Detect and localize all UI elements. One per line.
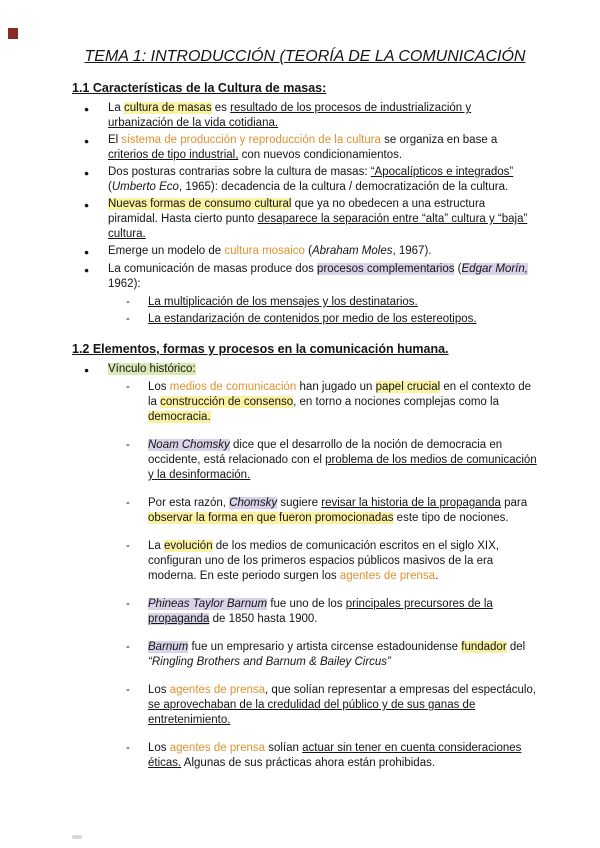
text-run: Vínculo histórico:: [108, 363, 196, 375]
section-heading: 1.1 Características de la Cultura de masas:: [72, 81, 327, 95]
list-item: [84, 133, 538, 163]
text-run: democracia.: [148, 411, 211, 423]
list-item: [84, 101, 538, 131]
list-item: [126, 438, 538, 483]
text-run: Edgar Morín,: [461, 263, 528, 275]
text-run: Los: [148, 684, 170, 696]
text-run: con nuevos condicionamientos.: [238, 149, 403, 161]
list-item: [126, 683, 538, 728]
dash-icon: -: [126, 296, 130, 308]
text-run: para: [500, 497, 528, 509]
text-run: Phineas Taylor Barnum: [148, 598, 268, 610]
text-run: dice que el desarrollo de la noción de democracia en occidente, está relacionado con el: [148, 439, 503, 466]
text-run: Nuevas formas de consumo cultural: [108, 198, 292, 210]
list-item-text: [108, 165, 538, 195]
list-item-text: [108, 244, 538, 259]
text-run: Dos posturas contrarias sobre la cultura de masas:: [108, 166, 371, 178]
text-run: , 1967).: [392, 245, 432, 257]
text-run: Chomsky: [229, 497, 278, 509]
dash-icon: -: [126, 684, 130, 696]
text-run: cultura mosaico: [224, 245, 305, 257]
text-run: se organiza en base a: [380, 134, 498, 146]
text-run: han jugado un: [296, 381, 376, 393]
text-run: Noam Chomsky: [148, 439, 230, 451]
dash-icon: -: [126, 439, 130, 451]
list-item: [84, 262, 538, 327]
list-item-text: [108, 262, 538, 327]
text-run: sugiere: [277, 497, 322, 509]
text-run: , en torno a nociones complejas como la: [293, 396, 499, 408]
text-run: Abraham Moles: [311, 245, 393, 257]
text-run: La comunicación de masas produce dos: [108, 263, 318, 275]
list-item: [84, 165, 538, 195]
text-run: observar la forma en que fueron promocionadas: [148, 512, 394, 524]
dash-icon: -: [126, 540, 130, 552]
smudge-mark: [72, 835, 82, 839]
text-run: revisar la historia de la propaganda: [321, 497, 501, 509]
text-run: actuar sin tener en cuenta consideraciones éticas.: [148, 742, 522, 769]
text-run: se aprovechaban de la credulidad del público y de sus ganas de entretenimiento.: [148, 699, 476, 726]
text-run: construcción de consenso: [160, 396, 294, 408]
text-run: sistema de producción y reproducción de la cultura: [121, 134, 381, 146]
text-run: agentes de prensa: [339, 570, 436, 582]
text-run: (: [454, 263, 462, 275]
section: [72, 80, 538, 327]
sub-list: [126, 380, 538, 771]
list-item-text: [108, 133, 538, 163]
bullet-list: [72, 362, 538, 771]
list-item-text: [148, 438, 538, 483]
list-item-text: [148, 741, 538, 771]
bullet-icon: ●: [84, 168, 90, 178]
bullet-icon: ●: [84, 136, 90, 146]
text-run: criterios de tipo industrial,: [108, 149, 239, 161]
dash-icon: -: [126, 598, 130, 610]
text-run: papel crucial: [375, 381, 441, 393]
page-title: TEMA 1: INTRODUCCIÓN (TEORÍA DE LA COMUNICACIÓN: [84, 48, 526, 65]
dash-icon: -: [126, 497, 130, 509]
document-body: [72, 80, 538, 771]
text-run: La: [108, 102, 124, 114]
list-item: [126, 539, 538, 584]
text-run: procesos complementarios: [317, 263, 455, 275]
list-item-text: [148, 597, 538, 627]
corner-mark-icon: [8, 28, 18, 39]
text-run: Umberto Eco: [111, 181, 179, 193]
text-run: La estandarización de contenidos por medio de los estereotipos.: [148, 313, 477, 325]
list-item-text: [148, 539, 538, 584]
bullet-icon: ●: [84, 247, 90, 257]
text-run: resultado de los procesos de industrialización y urbanización de la vida cotidiana.: [108, 102, 472, 129]
list-item: [84, 362, 538, 771]
list-item: [126, 597, 538, 627]
text-run: principales precursores de la: [345, 598, 493, 610]
text-run: de 1850 hasta 1900.: [209, 613, 318, 625]
list-item: [126, 380, 538, 425]
dash-icon: -: [126, 742, 130, 754]
bullet-icon: ●: [84, 265, 90, 275]
text-run: fue uno de los: [267, 598, 346, 610]
text-run: este tipo de nociones.: [393, 512, 509, 524]
list-item: [84, 244, 538, 260]
text-run: La: [148, 540, 164, 552]
dash-icon: -: [126, 313, 130, 325]
text-run: (: [108, 181, 112, 193]
bullet-list: [72, 101, 538, 327]
text-run: Algunas de sus prácticas ahora están prohibidas.: [181, 757, 436, 769]
text-run: 1962):: [108, 278, 141, 290]
text-run: problema de los medios de comunicación y la desinformación.: [148, 454, 537, 481]
list-item-text: [148, 312, 538, 327]
text-run: medios de comunicación: [169, 381, 297, 393]
text-run: propaganda: [148, 613, 210, 625]
list-item-text: [108, 197, 538, 242]
list-item: [126, 741, 538, 771]
text-run: del: [506, 641, 526, 653]
list-item-text: [148, 683, 538, 728]
text-run: El: [108, 134, 122, 146]
list-item-text: [148, 295, 538, 310]
bullet-icon: ●: [84, 104, 90, 114]
text-run: “Ringling Brothers and Barnum & Bailey Circus”: [148, 656, 391, 668]
bullet-icon: ●: [84, 200, 90, 210]
text-run: Emerge un modelo de: [108, 245, 225, 257]
text-run: Los: [148, 381, 170, 393]
text-run: fue un empresario y artista circense estadounidense: [188, 641, 462, 653]
text-run: Barnum: [148, 641, 189, 653]
text-run: Por esta razón,: [148, 497, 230, 509]
dash-icon: -: [126, 381, 130, 393]
list-item-text: [108, 101, 538, 131]
bullet-icon: ●: [84, 365, 90, 375]
text-run: en el contexto de la: [148, 381, 531, 408]
list-item: [126, 496, 538, 526]
text-run: agentes de prensa: [169, 684, 266, 696]
text-run: “Apocalípticos e integrados”: [370, 166, 514, 178]
text-run: de los medios de comunicación escritos en el siglo XIX, configuran uno de los primeros espacios públicos masivos de la era moderna. En este periodo surgen los: [148, 540, 499, 582]
dash-icon: -: [126, 641, 130, 653]
text-run: , que solían representar a empresas del espectáculo,: [265, 684, 537, 696]
text-run: Los: [148, 742, 170, 754]
list-item: [126, 312, 538, 327]
list-item-text: [148, 640, 538, 670]
list-item-text: [148, 380, 538, 425]
text-run: La multiplicación de los mensajes y los destinatarios.: [148, 296, 418, 308]
list-item-text: [108, 362, 538, 771]
sub-list: [126, 295, 538, 327]
text-run: , 1965): decadencia de la cultura / democratización de la cultura.: [178, 181, 509, 193]
text-run: solían: [265, 742, 303, 754]
list-item: [126, 295, 538, 310]
list-item: [126, 640, 538, 670]
text-run: agentes de prensa: [169, 742, 266, 754]
text-run: (: [304, 245, 312, 257]
section: [72, 341, 538, 771]
text-run: es: [211, 102, 231, 114]
text-run: fundador: [461, 641, 507, 653]
text-run: que ya no obedecen a una estructura piramidal. Hasta cierto punto: [108, 198, 486, 225]
list-item-text: [148, 496, 538, 526]
text-run: evolución: [164, 540, 213, 552]
text-run: cultura de masas: [124, 102, 212, 114]
text-run: desaparece la separación entre “alta” cultura y “baja” cultura.: [108, 213, 528, 240]
text-run: .: [435, 570, 439, 582]
section-heading: 1.2 Elementos, formas y procesos en la comunicación humana.: [72, 342, 449, 356]
list-item: [84, 197, 538, 242]
